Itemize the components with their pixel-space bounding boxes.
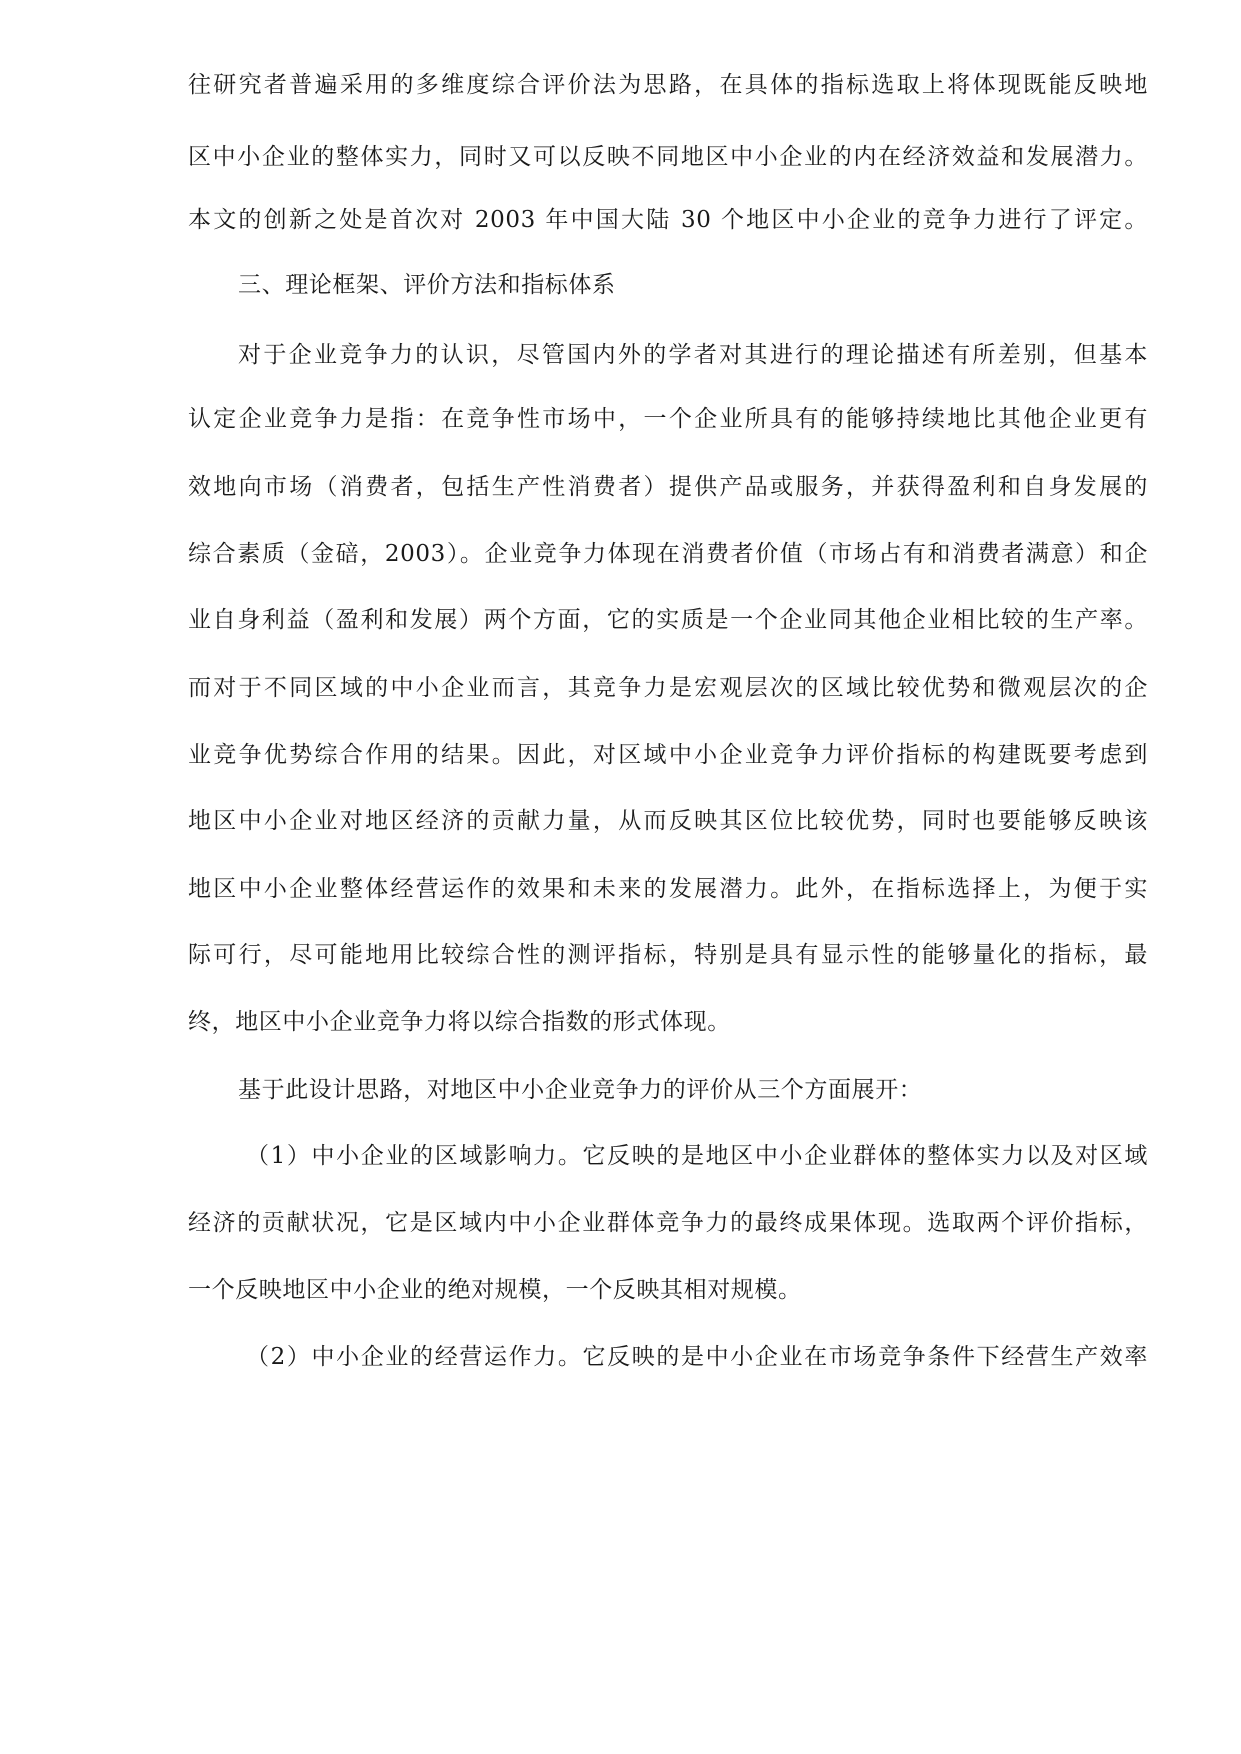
text-line: 地区中小企业整体经营运作的效果和未来的发展潜力。此外，在指标选择上，为便于实 [188,876,1148,902]
list-item-2: （2）中小企业的经营运作力。它反映的是中小企业在市场竞争条件下经营生产效率 [246,1344,1148,1370]
text-line: 区中小企业的整体实力，同时又可以反映不同地区中小企业的内在经济效益和发展潜力。 [188,144,1148,170]
text-line: 而对于不同区域的中小企业而言，其竞争力是宏观层次的区域比较优势和微观层次的企 [188,675,1148,701]
text-line: 终，地区中小企业竞争力将以综合指数的形式体现。 [188,1009,731,1035]
list-item-1: （1）中小企业的区域影响力。它反映的是地区中小企业群体的整体实力以及对区域 [246,1143,1148,1169]
text-line: 本文的创新之处是首次对 2003 年中国大陆 30 个地区中小企业的竞争力进行了评定。 [188,207,1148,233]
text-line: 效地向市场（消费者，包括生产性消费者）提供产品或服务，并获得盈利和自身发展的 [188,474,1148,500]
text-line: 业自身利益（盈利和发展）两个方面，它的实质是一个企业同其他企业相比较的生产率。 [188,607,1148,633]
text-line: 业竞争优势综合作用的结果。因此，对区域中小企业竞争力评价指标的构建既要考虑到 [188,742,1148,768]
text-line: 一个反映地区中小企业的绝对规模，一个反映其相对规模。 [188,1277,802,1303]
text-line: 经济的贡献状况，它是区域内中小企业群体竞争力的最终成果体现。选取两个评价指标， [188,1210,1148,1236]
text-line: 际可行，尽可能地用比较综合性的测评指标，特别是具有显示性的能够量化的指标，最 [188,942,1148,968]
text-line: 综合素质（金碚，2003）。企业竞争力体现在消费者价值（市场占有和消费者满意）和企 [188,541,1148,567]
text-line: 基于此设计思路，对地区中小企业竞争力的评价从三个方面展开： [238,1077,923,1103]
text-line: 对于企业竞争力的认识，尽管国内外的学者对其进行的理论描述有所差别，但基本 [238,342,1148,368]
text-line: 地区中小企业对地区经济的贡献力量，从而反映其区位比较优势，同时也要能够反映该 [188,808,1148,834]
text-line: 认定企业竞争力是指：在竞争性市场中，一个企业所具有的能够持续地比其他企业更有 [188,406,1148,432]
text-line: 往研究者普遍采用的多维度综合评价法为思路，在具体的指标选取上将体现既能反映地 [188,72,1148,98]
section-heading: 三、理论框架、评价方法和指标体系 [238,272,616,298]
